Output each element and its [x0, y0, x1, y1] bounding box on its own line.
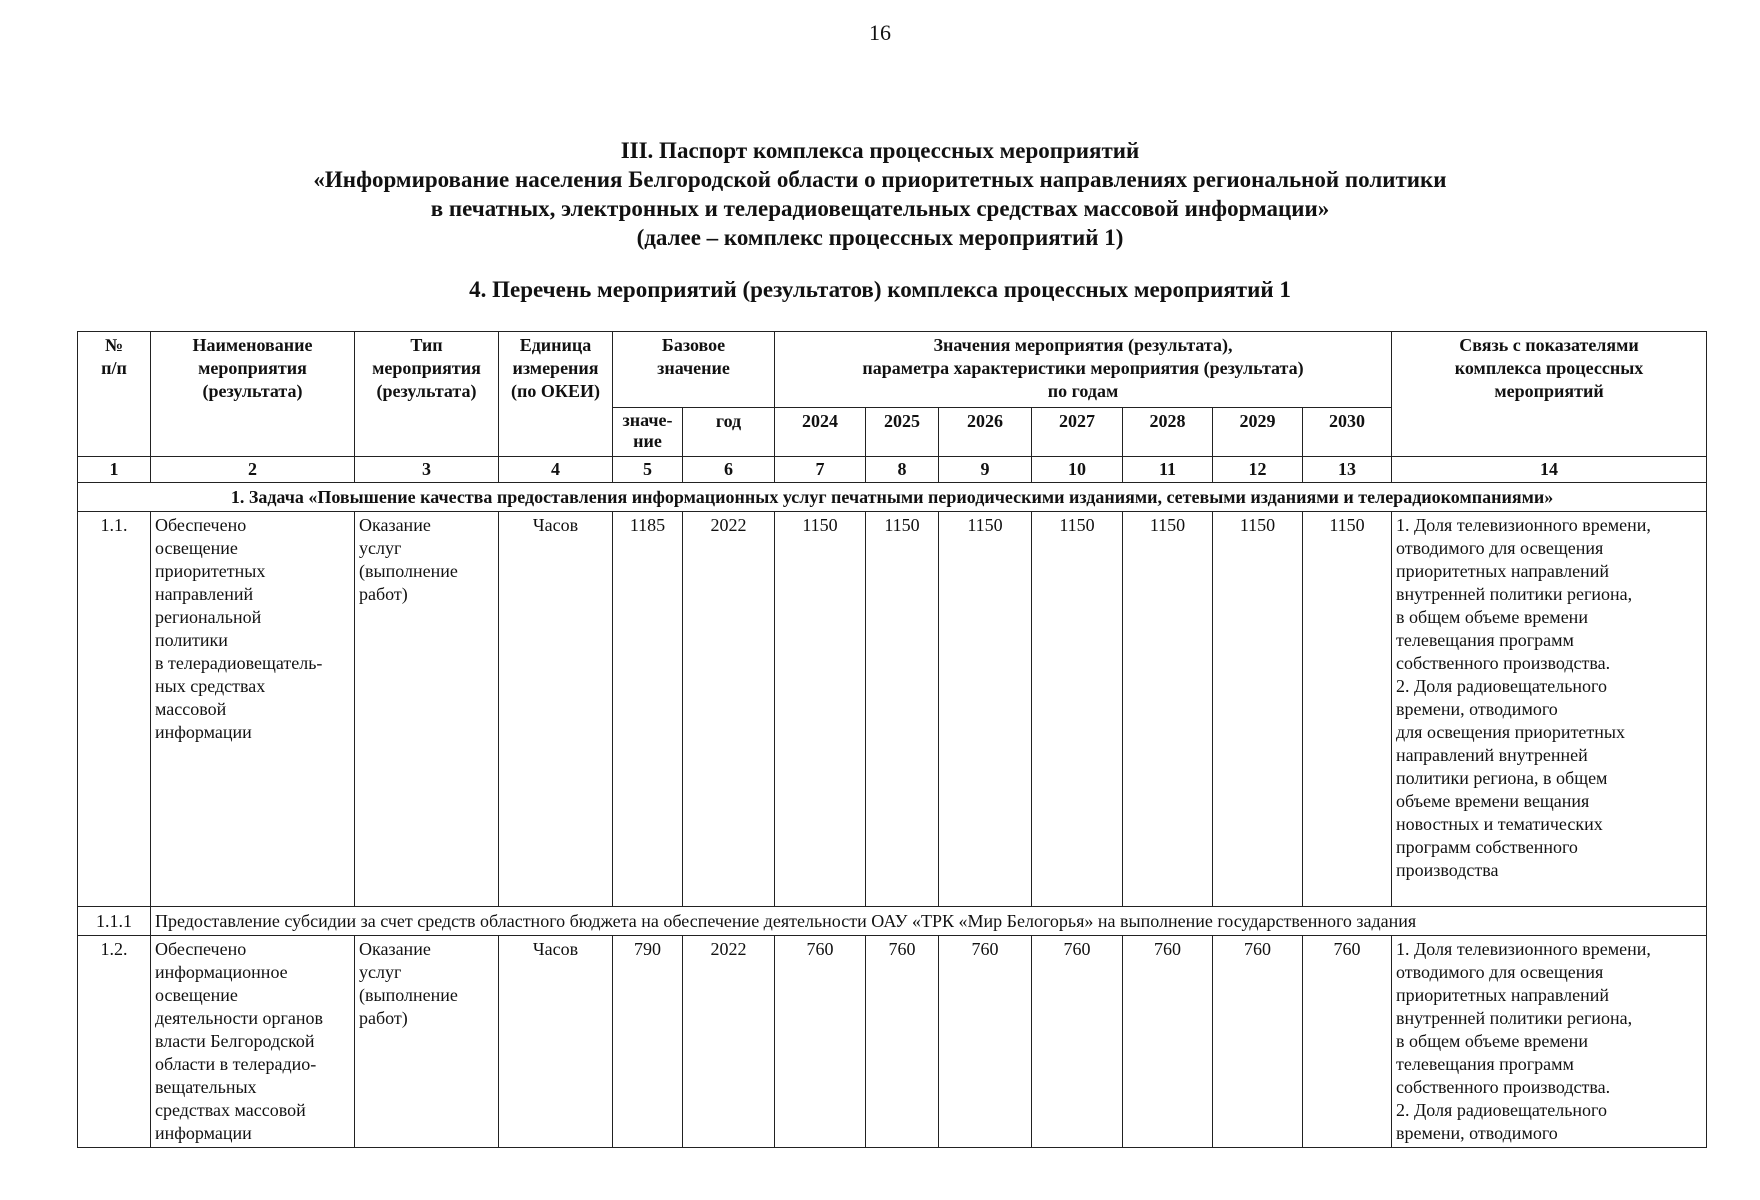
row-num: 1.2. [78, 936, 151, 1148]
row-link: 1. Доля телевизионного времени, отводимого для освещения приоритетных направлений внутренней политики региона, в общем объеме времени телевещания программ собственного производства. 2. Доля радиовещательного времени, отводимого для освещения приоритетных направлений внутренней политики региона, в общем объеме времени вещания новостных и тематических программ собственного производства [1392, 512, 1707, 907]
column-number: 10 [1032, 457, 1123, 483]
column-number: 7 [775, 457, 866, 483]
header-base-value: значе- ние [613, 408, 683, 457]
header-year: 2029 [1213, 408, 1303, 457]
row-value-2027: 760 [1032, 936, 1123, 1148]
column-number: 9 [939, 457, 1032, 483]
column-number: 8 [866, 457, 939, 483]
row-type: Оказание услуг (выполнение работ) [355, 936, 499, 1148]
column-number: 5 [613, 457, 683, 483]
heading-line-4: (далее – комплекс процессных мероприятий 1) [636, 225, 1124, 250]
row-value-2030: 1150 [1303, 512, 1392, 907]
heading-line-2: «Информирование населения Белгородской области о приоритетных направлениях региональной политики [313, 167, 1447, 192]
heading-line-1: III. Паспорт комплекса процессных мероприятий [620, 138, 1140, 163]
row-value-2029: 1150 [1213, 512, 1303, 907]
row-value-2026: 1150 [939, 512, 1032, 907]
row-value-2027: 1150 [1032, 512, 1123, 907]
header-type: Тип мероприятия (результата) [355, 332, 499, 457]
header-values: Значения мероприятия (результата), параметра характеристики мероприятия (результата) по годам [775, 332, 1392, 408]
header-num: № п/п [78, 332, 151, 457]
column-number: 4 [499, 457, 613, 483]
column-number: 1 [78, 457, 151, 483]
header-name: Наименование мероприятия (результата) [151, 332, 355, 457]
row-value-2026: 760 [939, 936, 1032, 1148]
row-num: 1.1. [78, 512, 151, 907]
header-base-year: год [683, 408, 775, 457]
row-name: Обеспечено информационное освещение деятельности органов власти Белгородской области в телерадио- вещательных средствах массовой информации [151, 936, 355, 1148]
row-type: Оказание услуг (выполнение работ) [355, 512, 499, 907]
row-base-value: 790 [613, 936, 683, 1148]
table-title: 4. Перечень мероприятий (результатов) комплекса процессных мероприятий 1 [469, 277, 1291, 302]
column-number: 12 [1213, 457, 1303, 483]
row-name: Обеспечено освещение приоритетных направлений региональной политики в телерадиовещатель- ных средствах массовой информации [151, 512, 355, 907]
header-year: 2025 [866, 408, 939, 457]
task-title: 1. Задача «Повышение качества предоставления информационных услуг печатными периодическими изданиями, сетевыми изданиями и телерадиокомпаниями» [78, 483, 1707, 512]
row-value-2029: 760 [1213, 936, 1303, 1148]
measures-table [77, 331, 1707, 1148]
column-number: 13 [1303, 457, 1392, 483]
header-year: 2024 [775, 408, 866, 457]
column-number: 11 [1123, 457, 1213, 483]
header-year: 2030 [1303, 408, 1392, 457]
header-year: 2026 [939, 408, 1032, 457]
header-year: 2027 [1032, 408, 1123, 457]
row-value-2024: 760 [775, 936, 866, 1148]
column-number: 6 [683, 457, 775, 483]
table-row [78, 936, 1707, 1148]
table-row [78, 512, 1707, 907]
row-value-2030: 760 [1303, 936, 1392, 1148]
row-value-2025: 1150 [866, 512, 939, 907]
header-row [78, 332, 1707, 408]
row-link: 1. Доля телевизионного времени, отводимого для освещения приоритетных направлений внутренней политики региона, в общем объеме времени телевещания программ собственного производства. 2. Доля радиовещательного времени, отводимого [1392, 936, 1707, 1148]
row-unit: Часов [499, 936, 613, 1148]
subitem-num: 1.1.1 [78, 907, 151, 936]
subitem-text: Предоставление субсидии за счет средств областного бюджета на обеспечение деятельности ОАУ «ТРК «Мир Белогорья» на выполнение государственного задания [151, 907, 1707, 936]
header-year: 2028 [1123, 408, 1213, 457]
section-heading [0, 136, 1760, 252]
subitem-row [78, 907, 1707, 936]
page-number: 16 [869, 20, 891, 45]
task-row [78, 483, 1707, 512]
column-number-row [78, 457, 1707, 483]
column-number: 3 [355, 457, 499, 483]
header-base: Базовое значение [613, 332, 775, 408]
row-unit: Часов [499, 512, 613, 907]
row-value-2028: 1150 [1123, 512, 1213, 907]
row-value-2025: 760 [866, 936, 939, 1148]
row-base-year: 2022 [683, 936, 775, 1148]
row-base-value: 1185 [613, 512, 683, 907]
row-base-year: 2022 [683, 512, 775, 907]
column-number: 14 [1392, 457, 1707, 483]
row-value-2028: 760 [1123, 936, 1213, 1148]
header-link: Связь с показателями комплекса процессных мероприятий [1392, 332, 1707, 457]
heading-line-3: в печатных, электронных и телерадиовещательных средствах массовой информации» [430, 196, 1330, 221]
header-unit: Единица измерения (по ОКЕИ) [499, 332, 613, 457]
column-number: 2 [151, 457, 355, 483]
row-value-2024: 1150 [775, 512, 866, 907]
